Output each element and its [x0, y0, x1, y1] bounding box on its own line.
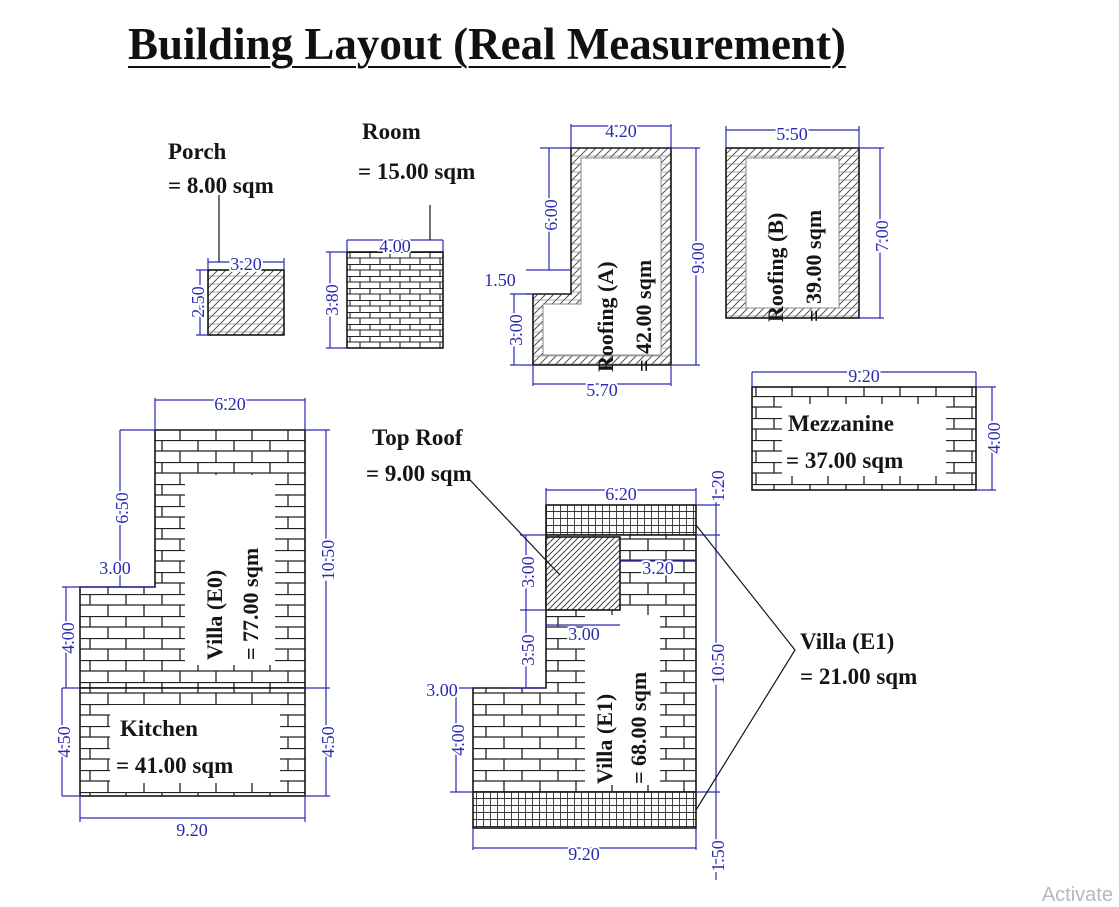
dimension-label-roofing-a-1: 6.00 — [541, 199, 562, 231]
dimension-label-kitchen-1: 4.50 — [318, 726, 339, 758]
dimension-label-villa-e1-main-5: 4.00 — [448, 724, 469, 756]
room-shape — [347, 252, 443, 348]
villa-e0-name: Villa (E0) — [202, 569, 227, 660]
porch-shape — [208, 270, 284, 335]
dimension-label-villa-e1-main-0: 6.20 — [605, 484, 637, 505]
roofing-a-area: = 42.00 sqm — [631, 259, 656, 372]
activation-watermark: Activate — [1041, 884, 1113, 906]
villa-e0-area: = 77.00 sqm — [238, 547, 263, 660]
dimension-label-villa-e1-main-6: 10.50 — [708, 643, 729, 685]
dimension-label-room-0: 4.00 — [379, 236, 411, 257]
dimension-label-villa-e0-1: 6.50 — [112, 492, 133, 524]
mezzanine-area: = 37.00 sqm — [786, 448, 904, 473]
villa-e1-name: Villa (E1) — [592, 693, 617, 784]
roofing-b-area: = 39.00 sqm — [801, 209, 826, 322]
dimension-label-villa-e1-main-7: 9.20 — [568, 844, 600, 865]
dimension-label-roofing-b-1: 7.00 — [872, 220, 893, 252]
dimension-label-roofing-a-5: 5.70 — [586, 380, 618, 401]
dimension-label-room-1: 3.80 — [322, 284, 343, 316]
dimension-label-villa-e1-main-8: 1.50 — [708, 840, 729, 872]
dimension-label-villa-e0-2: 3.00 — [99, 558, 131, 579]
dimension-label-roofing-a-0: 4.20 — [605, 121, 637, 142]
roofing-a-name: Roofing (A) — [593, 261, 618, 372]
dimension-label-roofing-a-4: 9.00 — [688, 242, 709, 274]
villa-e1-area: = 68.00 sqm — [626, 671, 651, 784]
dimension-label-kitchen-2: 9.20 — [176, 820, 208, 841]
room-name: Room — [362, 119, 421, 144]
dimension-label-villa-e0-4: 10.50 — [318, 539, 339, 581]
dimension-label-top-roof-1: 3.20 — [642, 558, 674, 579]
dimension-label-villa-e1-main-2: 3.00 — [568, 624, 600, 645]
top-roof-shape — [546, 537, 620, 610]
villa-e1-strip-name: Villa (E1) — [800, 629, 895, 654]
room-area: = 15.00 sqm — [358, 159, 476, 184]
dimension-label-villa-e1-main-4: 3.00 — [426, 680, 458, 701]
dimension-label-villa-e0-3: 4.00 — [58, 622, 79, 654]
villa-e1-bottom-strip — [473, 792, 696, 828]
kitchen-area: = 41.00 sqm — [116, 753, 234, 778]
top-roof-name: Top Roof — [372, 425, 463, 450]
dimension-label-villa-e1-main-1: 1.20 — [708, 470, 729, 502]
dimension-label-mezzanine-0: 9.20 — [848, 366, 880, 387]
page-title: Building Layout (Real Measurement) — [128, 19, 846, 69]
dimension-label-villa-e1-main-3: 3.50 — [518, 634, 539, 666]
dimension-label-roofing-b-0: 5.50 — [776, 124, 808, 145]
porch-name: Porch — [168, 139, 227, 164]
dimension-label-mezzanine-1: 4.00 — [984, 422, 1005, 454]
villa-e1-top-strip — [546, 505, 696, 535]
dimension-label-top-roof-0: 3.00 — [518, 556, 539, 588]
dimension-label-porch-0: 3.20 — [230, 254, 262, 275]
porch-area: = 8.00 sqm — [168, 173, 274, 198]
kitchen-name: Kitchen — [120, 716, 198, 741]
roofing-b-name: Roofing (B) — [763, 212, 788, 322]
dimension-label-kitchen-0: 4.50 — [54, 726, 75, 758]
dimension-label-villa-e0-0: 6.20 — [214, 394, 246, 415]
dimension-label-roofing-a-2: 1.50 — [484, 270, 516, 291]
top-roof-area: = 9.00 sqm — [366, 461, 472, 486]
dimension-label-roofing-a-3: 3.00 — [506, 314, 527, 346]
mezzanine-name: Mezzanine — [788, 411, 895, 436]
villa-e1-strip-area: = 21.00 sqm — [800, 664, 918, 689]
dimension-label-porch-1: 2.50 — [188, 286, 209, 318]
